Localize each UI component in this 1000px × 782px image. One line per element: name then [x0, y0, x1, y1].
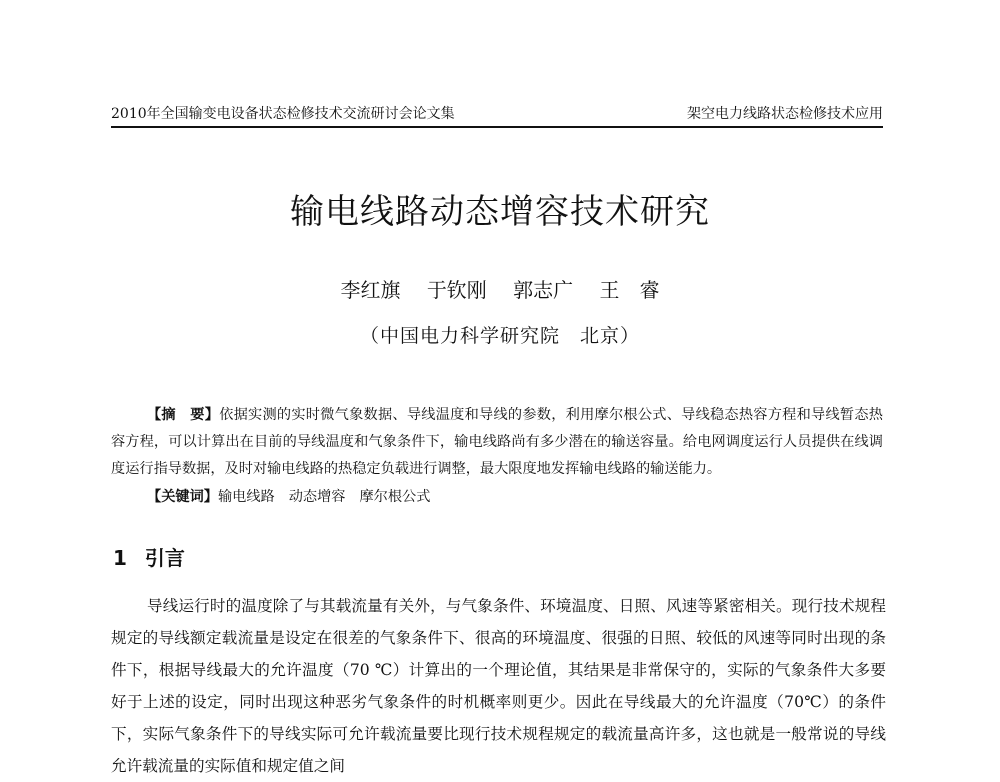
body-paragraph: 导线运行时的温度除了与其载流量有关外，与气象条件、环境温度、日照、风速等紧密相关。现行技术规程规定的导线额定载流量是设定在很差的气象条件下、很高的环境温度、很强的日照、较低的风速等同时出现的条件下，根据导线最大的允许温度（70 ℃）计算出的一个理论值，其结果是非常保守的，实际的气象条件大多要好于上述的设定，同时出现这种恶劣气象条件的时机概率则更少。因此在导线最大的允许温度（70℃）的条件下，实际气象条件下的导线实际可允许载流量要比现行技术规程规定的载流量高许多，这也就是一般常说的导线允许载流量的实际值和规定值之间 — [111, 597, 886, 775]
keywords — [147, 484, 887, 511]
abstract-text: 依据实测的实时微气象数据、导线温度和导线的参数，利用摩尔根公式、导线稳态热容方程和导线暂态热容方程，可以计算出在目前的导线温度和气象条件下，输电线路尚有多少潜在的输送容量。给电网调度运行人员提供在线调度运行指导数据，及时对输电线路的热稳定负载进行调整，最大限度地发挥输电线路的输送能力。 — [111, 407, 883, 477]
abstract — [111, 402, 883, 483]
author-name: 李红旗 — [340, 278, 401, 302]
author-list — [0, 276, 1000, 304]
keywords-label: 【关键词】 — [147, 489, 218, 505]
section-number: 1 — [113, 546, 127, 570]
paper-title: 输电线路动态增容技术研究 — [290, 192, 710, 232]
keyword: 摩尔根公式 — [359, 489, 431, 505]
affiliation: （中国电力科学研究院 北京） — [359, 325, 640, 347]
section-heading — [113, 544, 185, 572]
keyword: 输电线路 — [217, 489, 275, 505]
author-name: 郭志广 — [513, 278, 574, 302]
running-header-right: 架空电力线路状态检修技术应用 — [687, 106, 883, 122]
running-header-left: 2010年全国输变电设备状态检修技术交流研讨会论文集 — [111, 106, 455, 122]
running-header — [111, 102, 883, 128]
section-title: 引言 — [144, 546, 185, 570]
author-name: 于钦刚 — [426, 278, 487, 302]
abstract-label: 【摘 要】 — [147, 407, 220, 423]
author-name: 王 睿 — [599, 278, 660, 302]
keyword: 动态增容 — [288, 489, 346, 505]
